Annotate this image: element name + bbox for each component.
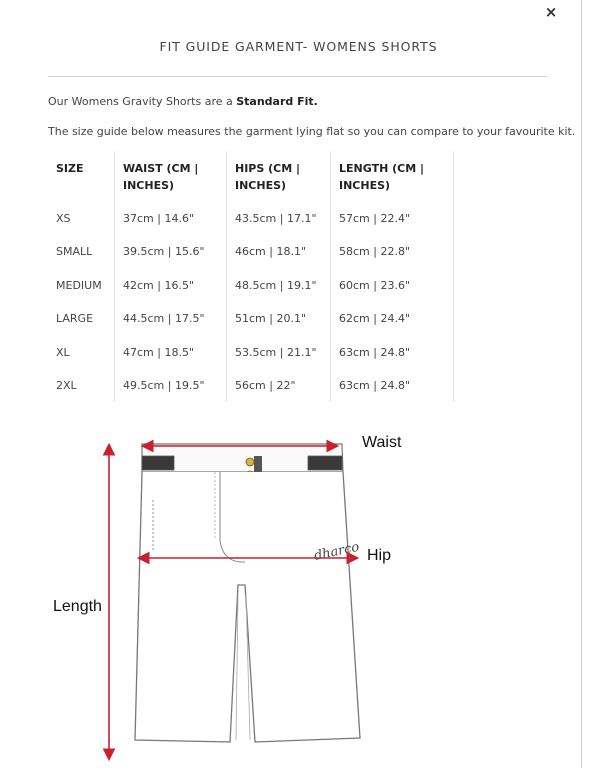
cell-waist: 37cm | 14.6" [115,202,227,235]
table-row [48,235,454,268]
cell-size: 2XL [48,369,115,402]
header-hips: HIPS (CM | INCHES) [227,151,331,202]
cell-size: SMALL [48,235,115,268]
cell-waist: 49.5cm | 19.5" [115,369,227,402]
cell-length: 60cm | 23.6" [331,269,454,302]
table-row [48,336,454,369]
cell-length: 63cm | 24.8" [331,369,454,402]
waist-label: Waist [362,434,402,451]
cell-length: 57cm | 22.4" [331,202,454,235]
cell-waist: 44.5cm | 17.5" [115,302,227,335]
length-label: Length [53,598,102,615]
size-table-header [48,151,454,202]
close-icon[interactable]: × [544,3,558,21]
fit-intro-text: Our Womens Gravity Shorts are a [48,95,237,108]
cell-waist: 39.5cm | 15.6" [115,235,227,268]
cell-hips: 43.5cm | 17.1" [227,202,331,235]
fit-intro [48,95,318,108]
title-divider [48,76,547,77]
cell-length: 63cm | 24.8" [331,336,454,369]
cell-size: XS [48,202,115,235]
cell-size: XL [48,336,115,369]
table-row [48,202,454,235]
header-length: LENGTH (CM | INCHES) [331,151,454,202]
measure-note: The size guide below measures the garment lying flat so you can compare to your favourite kit. [48,125,576,138]
hip-label: Hip [367,547,392,564]
header-waist: WAIST (CM | INCHES) [115,151,227,202]
header-size: SIZE [48,151,115,202]
cell-waist: 47cm | 18.5" [115,336,227,369]
dialog-title: FIT GUIDE GARMENT- WOMENS SHORTS [159,39,438,54]
shorts-diagram [40,420,400,765]
cell-hips: 53.5cm | 21.1" [227,336,331,369]
cell-hips: 56cm | 22" [227,369,331,402]
cell-hips: 51cm | 20.1" [227,302,331,335]
fit-type: Standard Fit. [236,95,318,108]
brand-script: dharco [312,539,361,564]
cell-length: 62cm | 24.4" [331,302,454,335]
cell-hips: 46cm | 18.1" [227,235,331,268]
table-row [48,269,454,302]
size-table [48,151,454,402]
table-row [48,302,454,335]
cell-waist: 42cm | 16.5" [115,269,227,302]
cell-size: LARGE [48,302,115,335]
shorts-body [135,472,361,742]
cell-size: MEDIUM [48,269,115,302]
table-row [48,369,454,402]
cell-hips: 48.5cm | 19.1" [227,269,331,302]
cell-length: 58cm | 22.8" [331,235,454,268]
